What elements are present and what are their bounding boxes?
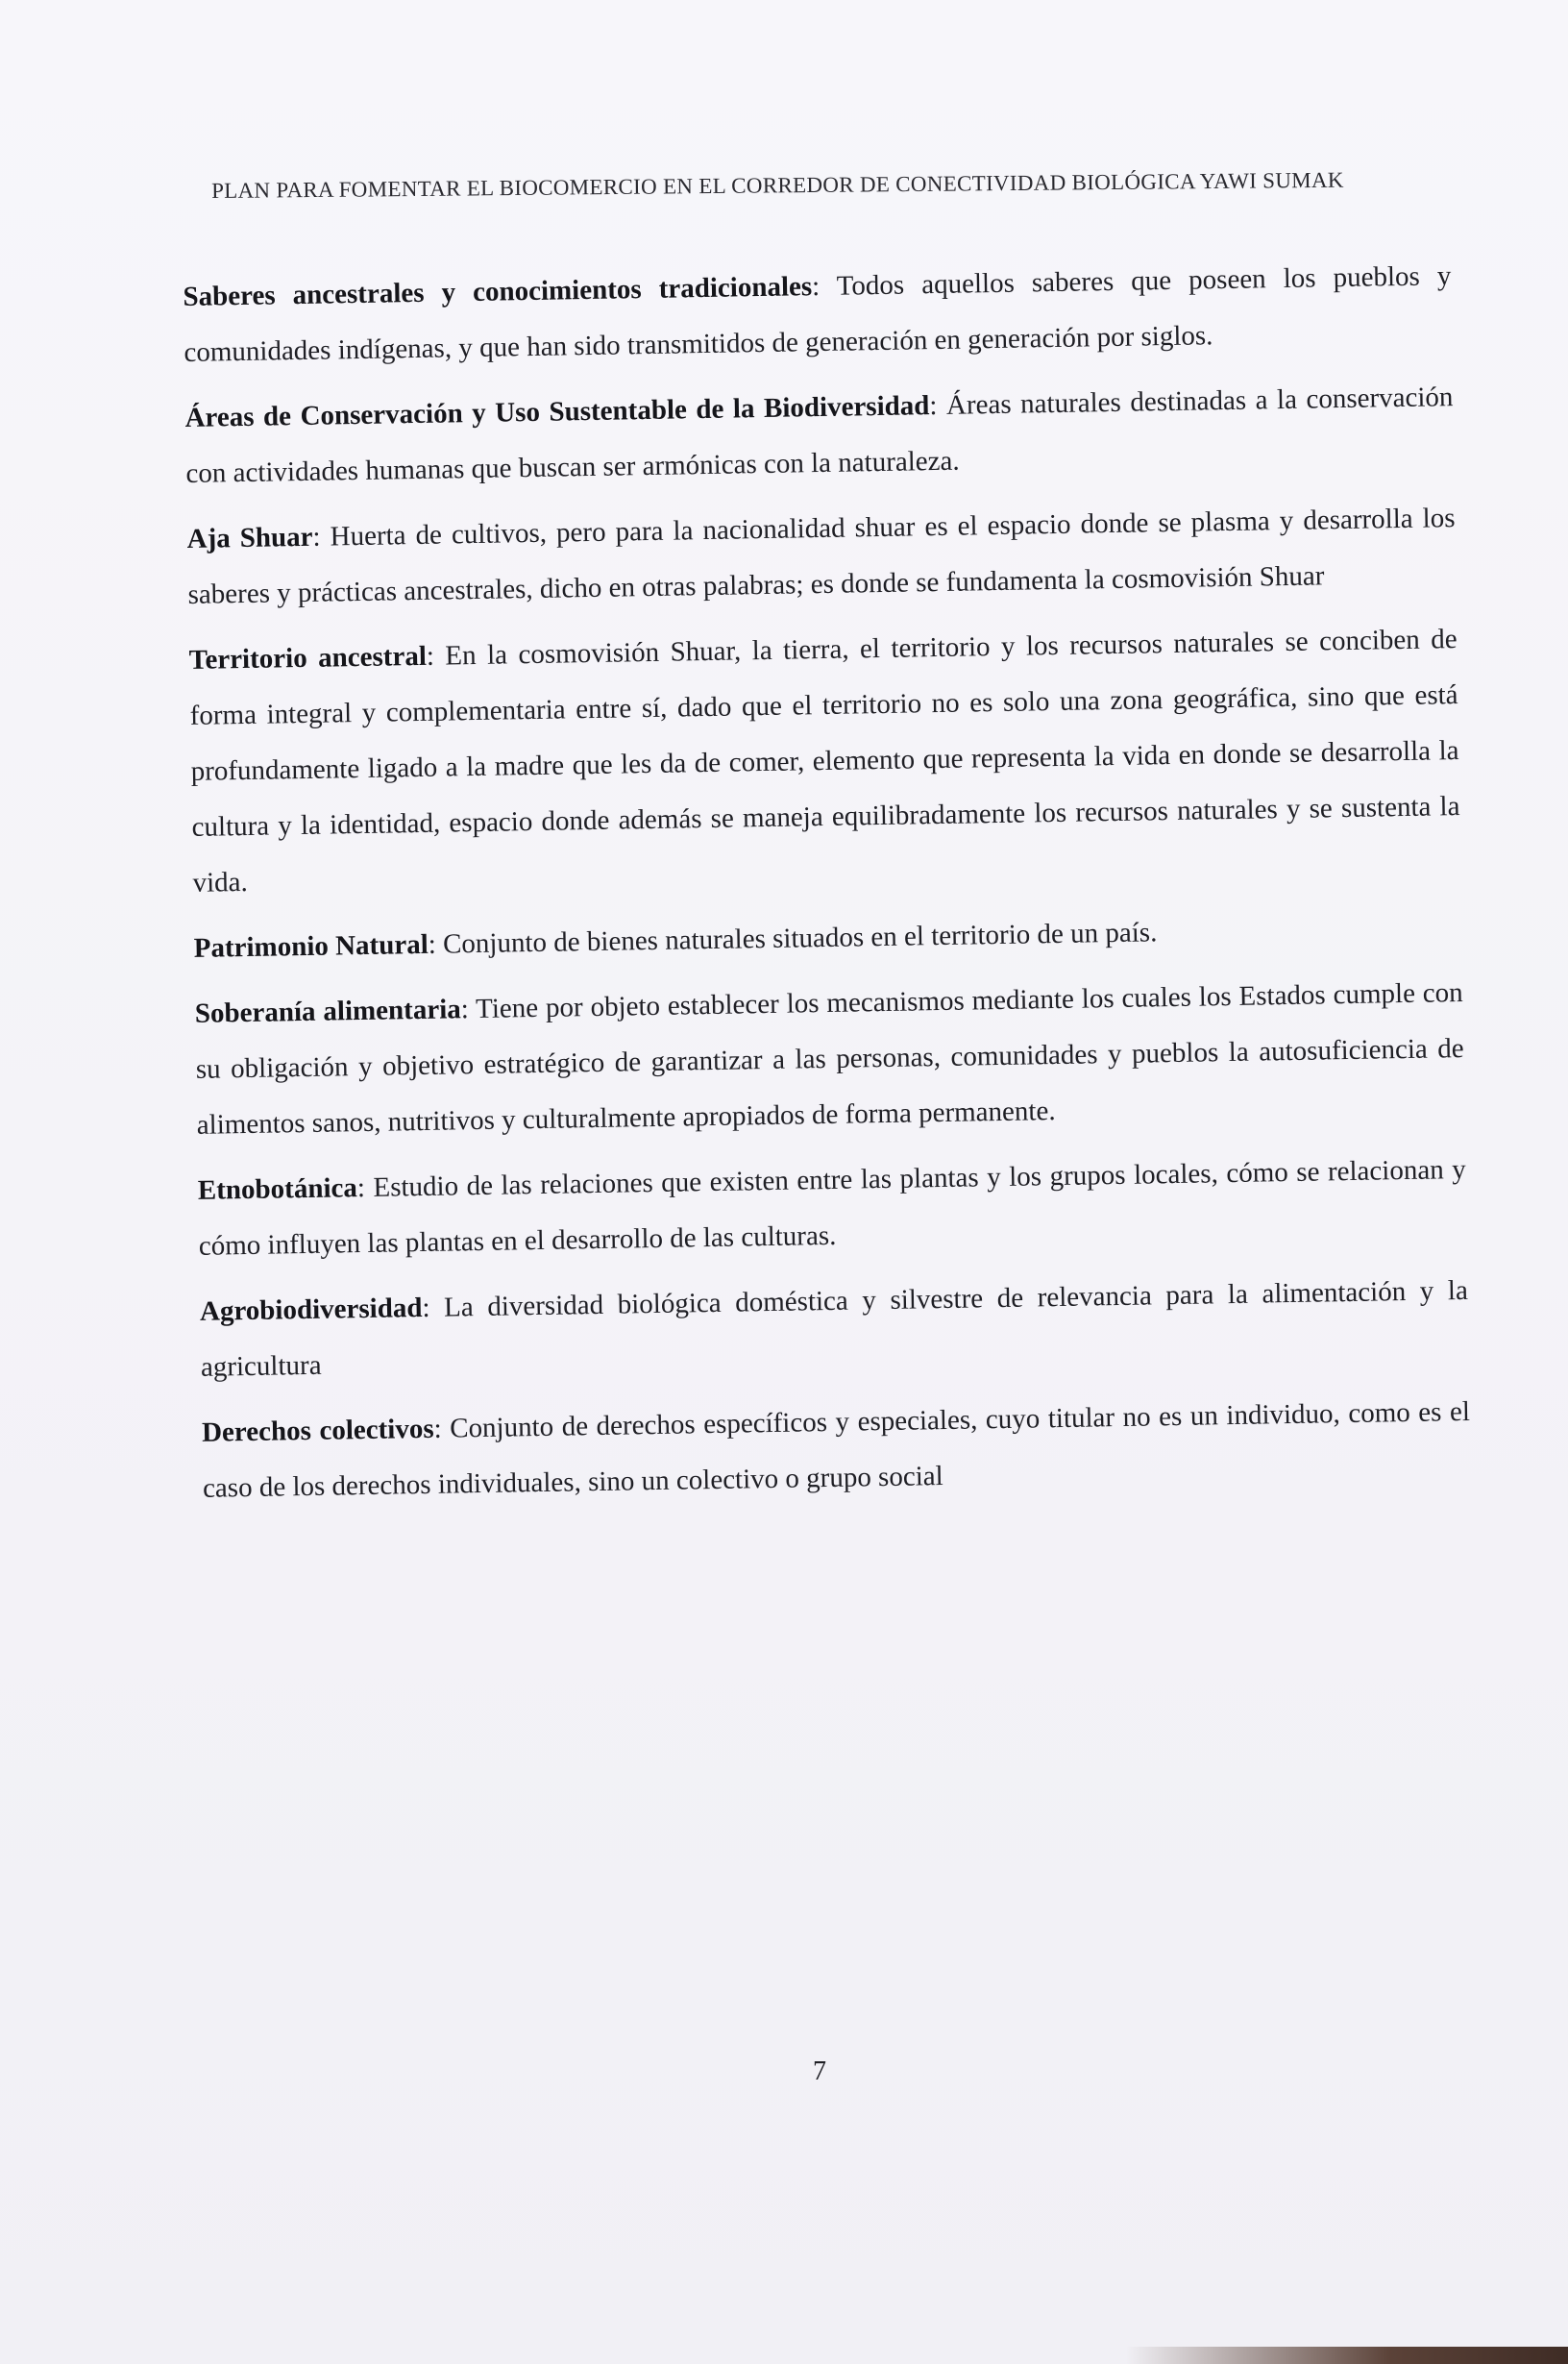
term-separator: : — [811, 270, 837, 303]
entry-definition: En la cosmovisión Shuar, la tierra, el territorio y los recursos naturales se conciben de forma integral y complementaria entre sí, dado que el territorio no es solo una zona geográfica, sino que está profundamente ligado a la madre que les da de comer, elemento que representa la vida en donde se desarrolla la cultura y la identidad, espacio donde además se maneja equilibradamente los recursos naturales y se sustenta la vida. — [189, 624, 1460, 899]
entry-definition: Tiene por objeto establecer los mecanismos mediante los cuales los Estados cumple con su obligación y objetivo estratégico de garantizar a las personas, comunidades y pueblos la autosuficiencia de alimentos sanos, nutritivos y culturalmente apropiados de forma permanente. — [195, 977, 1464, 1141]
glossary-entry — [183, 248, 1453, 381]
glossary-entry — [200, 1263, 1470, 1395]
glossary-entry — [197, 1142, 1467, 1274]
term-separator: : — [356, 1171, 374, 1204]
glossary-entry — [184, 369, 1455, 502]
entry-definition: Todos aquellos saberes que poseen los pueblos y comunidades indígenas, y que han sido transmitidos de generación en generación por siglos. — [184, 260, 1452, 368]
glossary-entry — [186, 490, 1457, 623]
entry-term: Etnobotánica — [197, 1172, 358, 1206]
term-separator: : — [422, 1292, 445, 1324]
entry-term: Áreas de Conservación y Uso Sustentable de la Biodiversidad — [184, 390, 930, 433]
term-separator: : — [312, 521, 331, 553]
glossary-entry — [194, 965, 1465, 1153]
entry-definition: Estudio de las relaciones que existen entre las plantas y los grupos locales, cómo se relacionan y cómo influyen las plantas en el desarrollo de las culturas. — [198, 1153, 1466, 1262]
running-header: PLAN PARA FOMENTAR EL BIOCOMERCIO EN EL CORREDOR DE CONECTIVIDAD BIOLÓGICA YAWI SUMAK — [211, 167, 1344, 203]
glossary-content — [183, 248, 1472, 1526]
entry-definition: Huerta de cultivos, pero para la nacionalidad shuar es el espacio donde se plasma y desarrolla los saberes y prácticas ancestrales, dicho en otras palabras; es donde se fundamenta la cosmovisión Shuar — [187, 503, 1456, 610]
entry-term: Saberes ancestrales y conocimientos tradicionales — [183, 271, 813, 312]
entry-term: Soberanía alimentaria — [194, 994, 461, 1029]
entry-term: Territorio ancestral — [188, 640, 428, 676]
entry-term: Patrimonio Natural — [193, 928, 429, 964]
entry-term: Aja Shuar — [186, 521, 313, 554]
glossary-entry — [193, 899, 1462, 976]
term-separator: : — [426, 640, 446, 672]
term-separator: : — [433, 1413, 451, 1444]
entry-definition: Áreas naturales destinadas a la conservación con actividades humanas que buscan ser armónicas con la naturaleza. — [185, 382, 1454, 489]
entry-definition: Conjunto de bienes naturales situados en el territorio de un país. — [442, 917, 1158, 960]
term-separator: : — [428, 928, 444, 960]
term-separator: : — [460, 994, 477, 1025]
term-separator: : — [929, 389, 947, 422]
glossary-entry — [202, 1384, 1472, 1516]
glossary-entry — [188, 611, 1461, 911]
entry-term: Derechos colectivos — [201, 1413, 434, 1448]
entry-term: Agrobiodiversidad — [199, 1293, 423, 1327]
entry-definition: Conjunto de derechos específicos y especiales, cuyo titular no es un individuo, como es el caso de los derechos individuales, sino un colectivo o grupo social — [202, 1395, 1471, 1504]
entry-definition: La diversidad biológica doméstica y silvestre de relevancia para la alimentación y la agricultura — [200, 1274, 1469, 1383]
page-number: 7 — [813, 2056, 826, 2086]
page-edge-shadow — [1126, 2347, 1568, 2364]
